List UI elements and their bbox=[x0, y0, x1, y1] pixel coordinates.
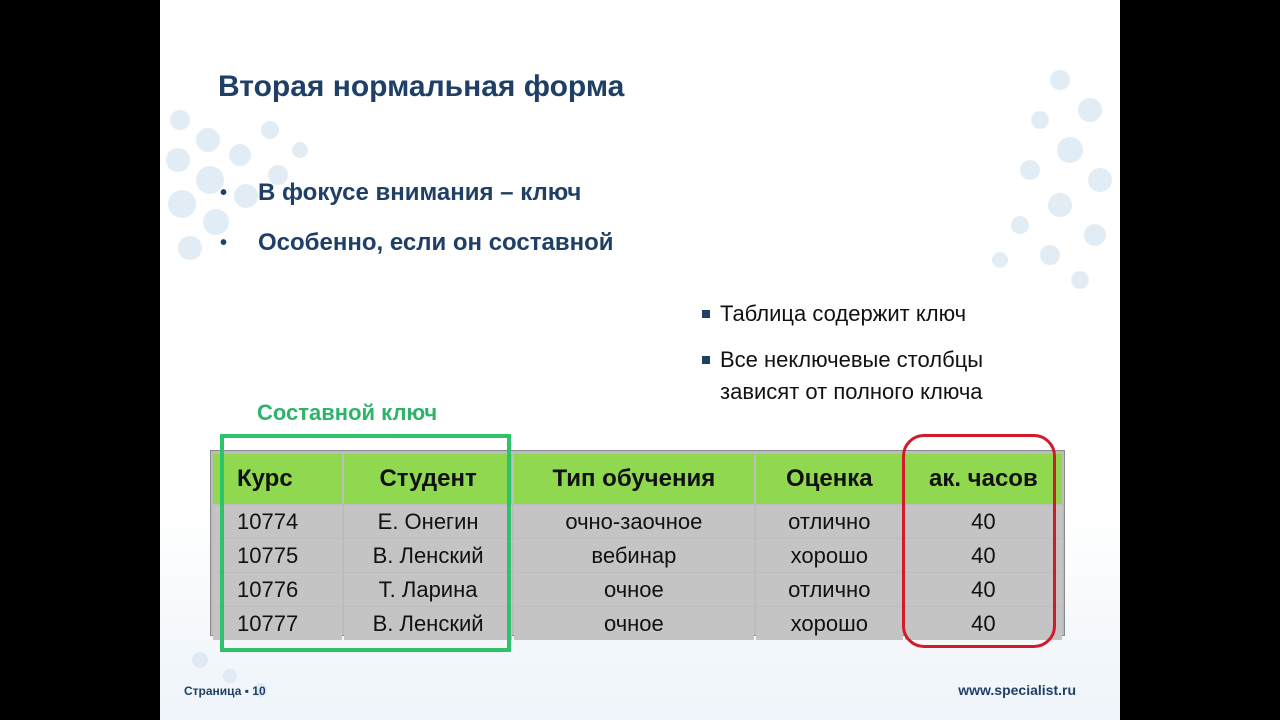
column-header: Оценка bbox=[756, 454, 903, 504]
bullet-text: В фокусе внимания – ключ bbox=[258, 179, 582, 206]
table-cell: 40 bbox=[905, 607, 1062, 640]
table-cell: отлично bbox=[756, 505, 903, 538]
column-header: Тип обучения bbox=[514, 454, 754, 504]
table-cell: 10775 bbox=[213, 539, 342, 572]
bullet-dot: • bbox=[220, 181, 228, 204]
table-cell: очное bbox=[514, 573, 754, 606]
table-cell: 40 bbox=[905, 573, 1062, 606]
bullet-item bbox=[220, 168, 614, 218]
slide bbox=[160, 0, 1120, 720]
page-number: Страница ▪ 10 bbox=[184, 684, 266, 698]
table-cell: Т. Ларина bbox=[344, 573, 512, 606]
bullet-dot: • bbox=[220, 231, 228, 254]
composite-key-label: Составной ключ bbox=[257, 400, 438, 425]
slide-title: Вторая нормальная форма bbox=[218, 70, 625, 103]
table-cell: хорошо bbox=[756, 539, 903, 572]
note-item bbox=[700, 298, 1040, 330]
table-cell: вебинар bbox=[514, 539, 754, 572]
bullet-list bbox=[220, 168, 614, 268]
table-cell: хорошо bbox=[756, 607, 903, 640]
table-cell: Е. Онегин bbox=[344, 505, 512, 538]
column-header: ак. часов bbox=[905, 454, 1062, 504]
column-header: Студент bbox=[344, 454, 512, 504]
table-cell: 40 bbox=[905, 505, 1062, 538]
bullet-item bbox=[220, 218, 614, 268]
table-cell: 10776 bbox=[213, 573, 342, 606]
square-bullet-icon bbox=[702, 356, 710, 364]
column-header: Курс bbox=[213, 454, 342, 504]
table-cell: очно-заочное bbox=[514, 505, 754, 538]
composite-key-highlight-box bbox=[220, 434, 511, 652]
table-cell: 10774 bbox=[213, 505, 342, 538]
table-cell: В. Ленский bbox=[344, 607, 512, 640]
dependent-column-highlight-box bbox=[902, 434, 1056, 648]
table-cell: очное bbox=[514, 607, 754, 640]
table-cell: В. Ленский bbox=[344, 539, 512, 572]
note-item bbox=[700, 344, 1040, 408]
note-list bbox=[700, 298, 1040, 422]
table-cell: отлично bbox=[756, 573, 903, 606]
note-text: Все неключевые столбцы зависят от полного ключа bbox=[720, 347, 984, 404]
note-text: Таблица содержит ключ bbox=[720, 301, 967, 326]
bullet-text: Особенно, если он составной bbox=[258, 229, 614, 256]
square-bullet-icon bbox=[702, 310, 710, 318]
website-link[interactable]: www.specialist.ru bbox=[958, 682, 1076, 698]
table-cell: 40 bbox=[905, 539, 1062, 572]
table-cell: 10777 bbox=[213, 607, 342, 640]
